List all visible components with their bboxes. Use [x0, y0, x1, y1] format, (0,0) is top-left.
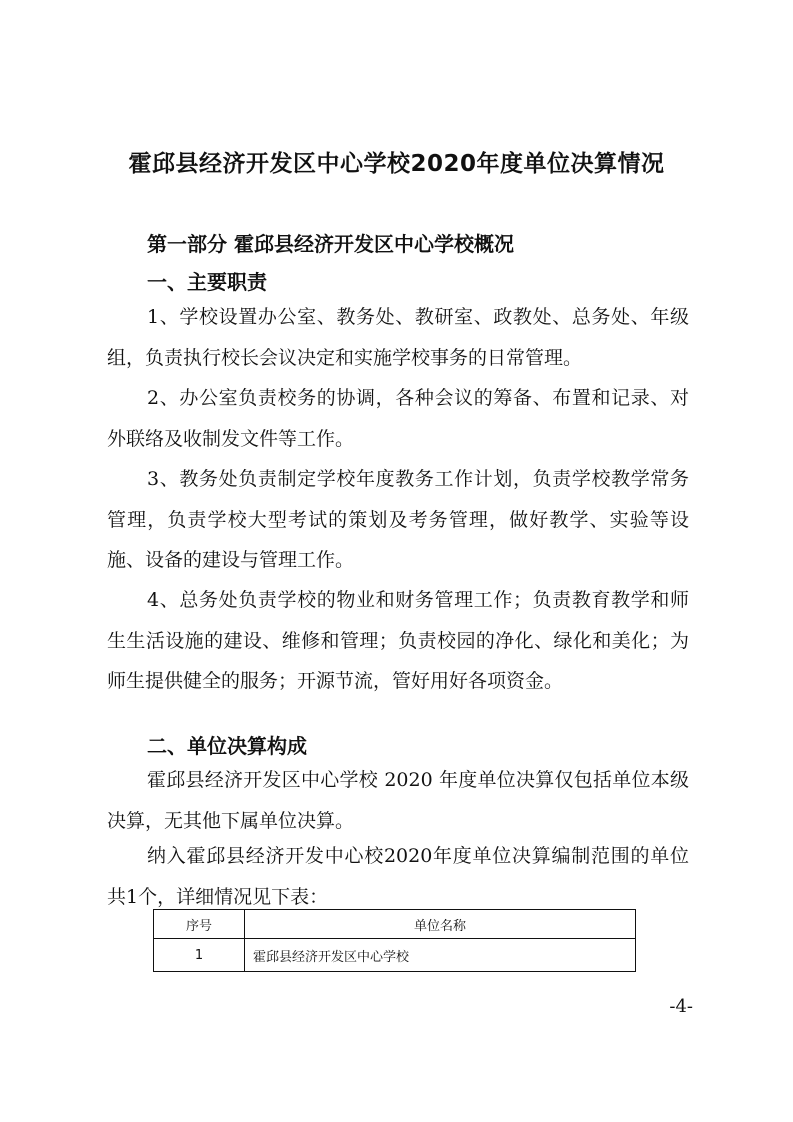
cell-unit-name: 霍邱县经济开发区中心学校	[245, 939, 636, 972]
header-seq: 序号	[154, 910, 245, 939]
units-table	[153, 909, 636, 972]
duty-item-4: 4、总务处负责学校的物业和财务管理工作；负责教育教学和师生生活设施的建设、维修和管理；负责校园的净化、绿化和美化；为师生提供健全的服务；开源节流，管好用好各项资金。	[107, 589, 689, 692]
duty-item-3: 3、教务处负责制定学校年度教务工作计划，负责学校教学常务管理，负责学校大型考试的策划及考务管理，做好教学、实验等设施、设备的建设与管理工作。	[107, 468, 689, 571]
duty-item-2: 2、办公室负责校务的协调，各种会议的筹备、布置和记录、对外联络及收制发文件等工作。	[107, 387, 689, 450]
page-number: -4-	[669, 996, 693, 1017]
section2-heading: 二、单位决算构成	[147, 734, 307, 758]
header-unit-name: 单位名称	[245, 910, 636, 939]
duty-item-1: 1、学校设置办公室、教务处、教研室、政教处、总务处、年级组，负责执行校长会议决定和实施学校事务的日常管理。	[107, 306, 689, 369]
page-title: 霍邱县经济开发区中心学校2020年度单位决算情况	[128, 151, 665, 177]
scope-paragraph: 纳入霍邱县经济开发中心校2020年度单位决算编制范围的单位共1个，详细情况见下表：	[107, 845, 689, 908]
table-row	[154, 939, 636, 972]
table-header-row	[154, 910, 636, 939]
composition-paragraph: 霍邱县经济开发区中心学校 2020 年度单位决算仅包括单位本级决算，无其他下属单位决算。	[107, 769, 689, 832]
section1-heading: 一、主要职责	[147, 270, 267, 294]
part1-heading: 第一部分 霍邱县经济开发区中心学校概况	[147, 232, 514, 256]
cell-seq: 1	[154, 939, 245, 972]
